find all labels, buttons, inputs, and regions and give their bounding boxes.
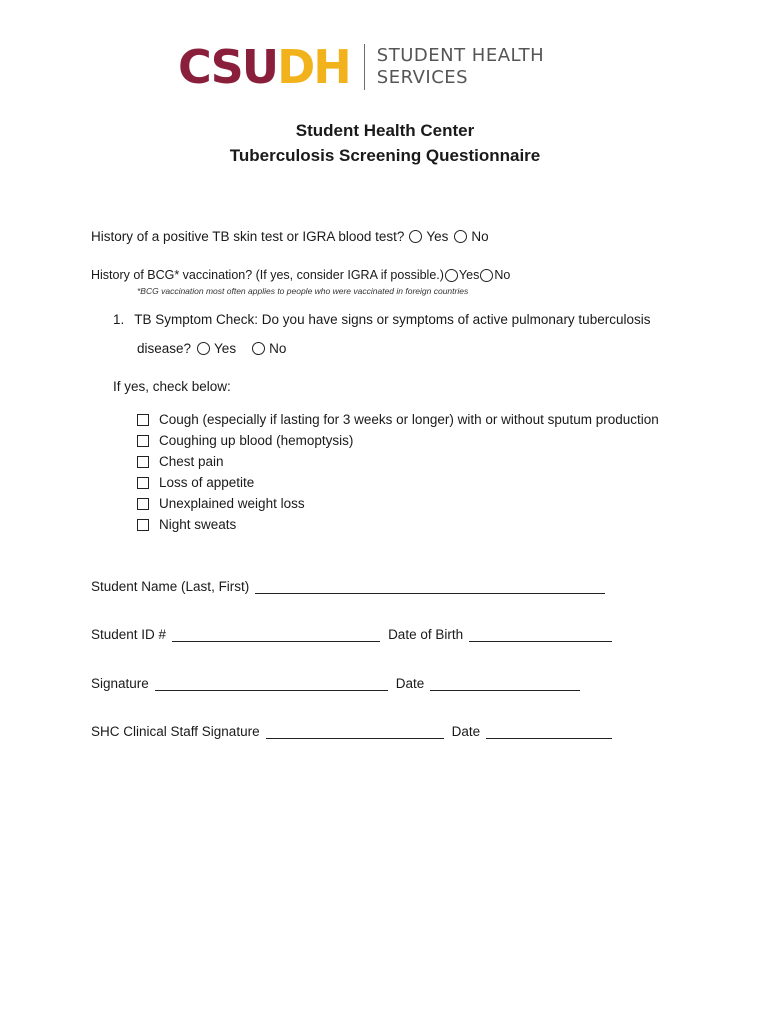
- tb-history-no-radio[interactable]: [454, 230, 467, 243]
- question-number: 1.: [113, 312, 125, 327]
- signature-field[interactable]: [155, 676, 388, 691]
- symptom-yes-label: Yes: [214, 341, 237, 356]
- bcg-label: History of BCG* vaccination? (If yes, consider IGRA if possible.): [91, 268, 444, 282]
- logo-divider: [364, 44, 365, 90]
- symptom-instruction: If yes, check below:: [113, 379, 231, 394]
- symptom-question-text-cont: disease?: [137, 341, 192, 356]
- symptom-item: [137, 496, 305, 511]
- date-field-1[interactable]: [430, 676, 580, 691]
- bcg-footnote: *BCG vaccination most often applies to people who were vaccinated in foreign countries: [137, 286, 469, 296]
- date-label-1: Date: [395, 676, 425, 691]
- tb-history-label: History of a positive TB skin test or IGRA blood test?: [91, 229, 405, 244]
- symptom-no-radio[interactable]: [252, 342, 265, 355]
- student-id-row: [91, 627, 612, 642]
- symptom-label: Night sweats: [159, 517, 237, 532]
- bcg-yes-label: Yes: [458, 268, 480, 282]
- signature-row: [91, 676, 580, 691]
- symptom-question-line2: [137, 341, 286, 356]
- symptom-checkbox-chest-pain[interactable]: [137, 456, 149, 468]
- symptom-checkbox-weight-loss[interactable]: [137, 498, 149, 510]
- student-id-label: Student ID #: [91, 627, 167, 642]
- staff-signature-field[interactable]: [266, 724, 444, 739]
- logo-subtitle: STUDENT HEALTH SERVICES: [376, 45, 545, 88]
- symptom-label: Coughing up blood (hemoptysis): [159, 433, 354, 448]
- staff-signature-label: SHC Clinical Staff Signature: [91, 724, 260, 739]
- symptom-label: Cough (especially if lasting for 3 weeks or longer) with or without sputum production: [159, 412, 659, 427]
- symptom-item: [137, 454, 224, 469]
- bcg-question: [91, 268, 510, 282]
- symptom-checkbox-cough[interactable]: [137, 414, 149, 426]
- student-id-field[interactable]: [172, 627, 380, 642]
- signature-label: Signature: [91, 676, 149, 691]
- dob-field[interactable]: [469, 627, 612, 642]
- symptom-label: Unexplained weight loss: [159, 496, 305, 511]
- bcg-no-label: No: [494, 268, 511, 282]
- tb-history-yes-label: Yes: [426, 229, 449, 244]
- date-label-2: Date: [451, 724, 481, 739]
- tb-history-no-label: No: [471, 229, 489, 244]
- csudh-logo: [178, 42, 544, 92]
- bcg-no-radio[interactable]: [480, 269, 493, 282]
- symptom-yes-radio[interactable]: [197, 342, 210, 355]
- symptom-item: [137, 412, 659, 427]
- symptom-checkbox-hemoptysis[interactable]: [137, 435, 149, 447]
- symptom-question-line1: [113, 312, 650, 327]
- symptom-checkbox-night-sweats[interactable]: [137, 519, 149, 531]
- symptom-label: Chest pain: [159, 454, 224, 469]
- logo-wordmark: CSUDH: [178, 40, 350, 94]
- symptom-no-label: No: [269, 341, 287, 356]
- page-title: Student Health Center: [295, 121, 475, 140]
- student-name-field[interactable]: [255, 579, 605, 594]
- symptom-question-text: TB Symptom Check: Do you have signs or symptoms of active pulmonary tuberculosis: [134, 312, 651, 327]
- date-field-2[interactable]: [486, 724, 612, 739]
- symptom-item: [137, 433, 353, 448]
- bcg-yes-radio[interactable]: [445, 269, 458, 282]
- symptom-item: [137, 475, 254, 490]
- staff-signature-row: [91, 724, 612, 739]
- symptom-checkbox-appetite[interactable]: [137, 477, 149, 489]
- page-subtitle: Tuberculosis Screening Questionnaire: [229, 146, 541, 165]
- student-name-label: Student Name (Last, First): [91, 579, 250, 594]
- tb-history-yes-radio[interactable]: [409, 230, 422, 243]
- dob-label: Date of Birth: [388, 627, 464, 642]
- student-name-row: [91, 579, 605, 594]
- symptom-item: [137, 517, 236, 532]
- tb-history-question: [91, 229, 489, 244]
- symptom-label: Loss of appetite: [159, 475, 255, 490]
